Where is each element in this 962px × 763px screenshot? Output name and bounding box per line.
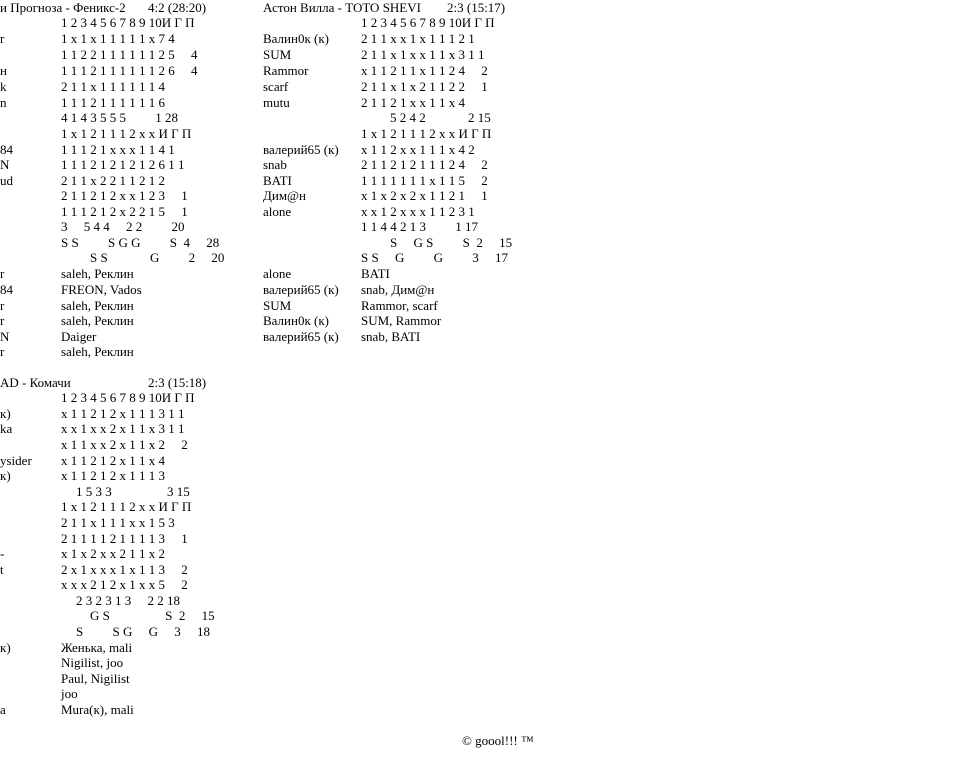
player-pred: 1 1 1 2 1 1 1 1 1 1 6: [61, 95, 165, 110]
pair-b: saleh, Реклин: [61, 266, 134, 281]
pair-a: r: [0, 266, 5, 281]
player-pred: 1 1 1 2 1 x x x 1 1 4 1: [61, 142, 175, 157]
player-pred: 2 1 1 2 1 2 x x 1 2 3 1: [61, 188, 188, 203]
player-pred: 2 1 1 x 1 x 2 1 1 2 2 1: [361, 79, 488, 94]
pair-b: saleh, Реклин: [61, 313, 134, 328]
pair-a: к): [0, 640, 11, 655]
player-pred: 1 1 1 2 1 2 1 2 1 2 6 1 1: [61, 157, 185, 172]
sg-row: S S G G 3 17: [361, 250, 508, 265]
player-name: BATI: [263, 173, 292, 188]
player-pred: 2 1 1 2 1 x x 1 1 x 4: [361, 95, 465, 110]
player-name: 84: [0, 142, 13, 157]
team-total: 2 3 2 3 1 3 2 2 18: [76, 593, 180, 608]
player-name: t: [0, 562, 4, 577]
pair-b: BATI: [361, 266, 390, 281]
pair-b: Mura(к), mali: [61, 702, 134, 717]
sg-row: S S G 2 20: [90, 250, 225, 265]
player-pred: 2 1 1 x 1 1 1 x x 1 5 3: [61, 515, 175, 530]
pair-a: Валин0к (к): [263, 313, 329, 328]
round-header: 1 2 3 4 5 6 7 8 9 10И Г П: [61, 15, 195, 30]
pair-a: валерий65 (к): [263, 282, 339, 297]
player-pred: x 1 1 2 1 2 x 1 1 x 4: [61, 453, 165, 468]
pair-b: FREON, Vados: [61, 282, 142, 297]
round-header-2: 1 x 1 2 1 1 1 2 x x И Г П: [61, 126, 192, 141]
player-pred: x 1 x 2 x 2 x 1 1 2 1 1: [361, 188, 488, 203]
pair-a: alone: [263, 266, 292, 281]
player-pred: 2 1 1 x 1 x x 1 1 x 3 1 1: [361, 47, 485, 62]
player-pred: 1 1 1 2 1 1 1 1 1 1 2 6 4: [61, 63, 198, 78]
pair-a: r: [0, 344, 5, 359]
player-name: ka: [0, 421, 13, 436]
player-pred: 2 1 1 x 1 1 1 1 1 1 4: [61, 79, 165, 94]
player-pred: x x 1 2 x x x 1 1 2 3 1: [361, 204, 475, 219]
pair-b: snab, BATI: [361, 329, 421, 344]
player-pred: x x x 2 1 2 x 1 x x 5 2: [61, 577, 188, 592]
sg-row: S S S G G S 4 28: [61, 235, 220, 250]
player-pred: 2 1 1 x 2 2 1 1 2 1 2: [61, 173, 165, 188]
player-pred: 1 x 1 x 1 1 1 1 1 x 7 4: [61, 31, 175, 46]
player-name: ud: [0, 173, 13, 188]
round-header: 1 2 3 4 5 6 7 8 9 10И Г П: [361, 15, 495, 30]
player-name: Валин0к (к): [263, 31, 329, 46]
pair-a: N: [0, 329, 10, 344]
player-name: -: [0, 546, 5, 561]
player-name: alone: [263, 204, 292, 219]
pair-b: snab, Дим@н: [361, 282, 435, 297]
player-name: н: [0, 63, 7, 78]
player-name: n: [0, 95, 7, 110]
pair-b: saleh, Реклин: [61, 298, 134, 313]
pair-b: Женька, mali: [61, 640, 133, 655]
sg-row: G S S 2 15: [90, 608, 215, 623]
pair-a: валерий65 (к): [263, 329, 339, 344]
player-name: r: [0, 31, 5, 46]
pair-a: 84: [0, 282, 13, 297]
team-total: 3 5 4 4 2 2 20: [61, 219, 185, 234]
player-name: N: [0, 157, 10, 172]
pair-b: saleh, Реклин: [61, 344, 134, 359]
sg-row: S S G G 3 18: [76, 624, 210, 639]
player-name: Rammor: [263, 63, 309, 78]
player-pred: x 1 1 x x 2 x 1 1 x 2 2: [61, 437, 188, 452]
match-title: AD - Комачи: [0, 375, 71, 390]
team-total: 5 2 4 2 2 15: [390, 110, 491, 125]
team-total: 4 1 4 3 5 5 5 1 28: [61, 110, 178, 125]
pair-b: Nigilist, joo: [61, 655, 124, 670]
player-pred: x 1 1 2 1 2 x 1 1 1 3: [61, 468, 165, 483]
player-name: ysider: [0, 453, 32, 468]
match-score: 2:3 (15:17): [447, 0, 506, 15]
player-pred: 2 1 1 1 1 2 1 1 1 1 3 1: [61, 531, 188, 546]
player-pred: x 1 1 2 1 1 x 1 1 2 4 2: [361, 63, 488, 78]
player-pred: 1 1 2 2 1 1 1 1 1 1 2 5 4: [61, 47, 198, 62]
pair-b: Rammor, scarf: [361, 298, 438, 313]
player-name: валерий65 (к): [263, 142, 339, 157]
pair-b: Paul, Nigilist: [61, 671, 130, 686]
pair-b: SUM, Rammor: [361, 313, 442, 328]
player-pred: 2 1 1 x x 1 x 1 1 1 2 1: [361, 31, 475, 46]
match-title: и Прогноза - Феникс-2: [0, 0, 126, 15]
match-title: Астон Вилла - TOTO SHEVI: [263, 0, 421, 15]
match-score: 4:2 (28:20): [148, 0, 207, 15]
round-header-2: 1 x 1 2 1 1 1 2 x x И Г П: [361, 126, 492, 141]
player-name: scarf: [263, 79, 289, 94]
player-name: snab: [263, 157, 287, 172]
player-pred: x 1 1 2 1 2 x 1 1 1 3 1 1: [61, 406, 185, 421]
player-name: mutu: [263, 95, 290, 110]
player-name: SUM: [263, 47, 292, 62]
player-pred: x 1 1 2 x x 1 1 1 x 4 2: [361, 142, 475, 157]
round-header: 1 2 3 4 5 6 7 8 9 10И Г П: [61, 390, 195, 405]
player-name: Дим@н: [263, 188, 306, 203]
pair-a: r: [0, 313, 5, 328]
team-total: 1 1 4 4 2 1 3 1 17: [361, 219, 478, 234]
player-pred: 2 1 1 2 1 2 1 1 1 2 4 2: [361, 157, 488, 172]
pair-a: r: [0, 298, 5, 313]
player-pred: x 1 x 2 x x 2 1 1 x 2: [61, 546, 165, 561]
pair-a: SUM: [263, 298, 292, 313]
player-pred: x x 1 x x 2 x 1 1 x 3 1 1: [61, 421, 185, 436]
match-score: 2:3 (15:18): [148, 375, 207, 390]
player-name: k: [0, 79, 7, 94]
player-pred: 1 1 1 1 1 1 1 x 1 1 5 2: [361, 173, 488, 188]
player-pred: 2 x 1 x x x 1 x 1 1 3 2: [61, 562, 188, 577]
pair-b: Daiger: [61, 329, 97, 344]
player-pred: 1 1 1 2 1 2 x 2 2 1 5 1: [61, 204, 188, 219]
sg-row: S G S S 2 15: [390, 235, 513, 250]
player-name: к): [0, 468, 11, 483]
pair-b: joo: [61, 686, 78, 701]
team-total: 1 5 3 3 3 15: [76, 484, 190, 499]
pair-a: a: [0, 702, 6, 717]
player-name: к): [0, 406, 11, 421]
copyright-footer: © goool!!! ™: [462, 733, 534, 748]
round-header-2: 1 x 1 2 1 1 1 2 x x И Г П: [61, 499, 192, 514]
